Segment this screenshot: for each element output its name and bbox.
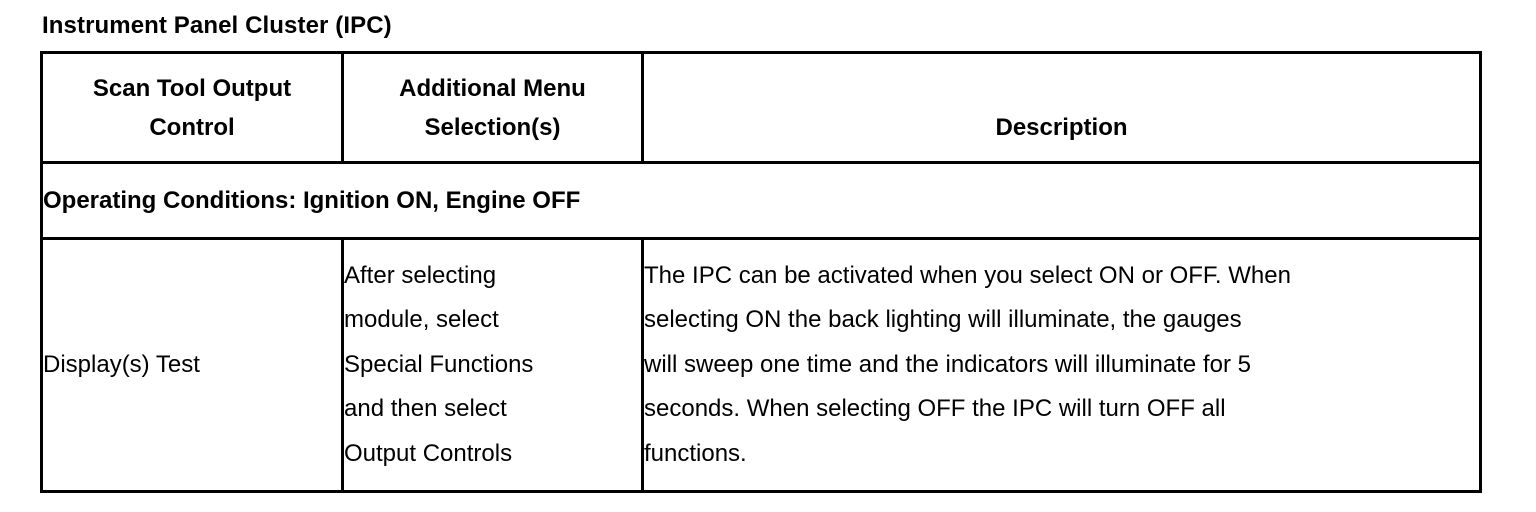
description-line: selecting ON the back lighting will illuminate, the gauges: [644, 306, 1242, 334]
header-line: Control: [149, 113, 235, 141]
operating-conditions-cell: Operating Conditions: Ignition ON, Engine OFF: [42, 163, 1481, 239]
description-line: seconds. When selecting OFF the IPC will turn OFF all: [644, 395, 1226, 423]
header-additional-menu-selections: [343, 53, 643, 163]
header-description: [643, 53, 1481, 163]
output-controls-table: [40, 51, 1482, 493]
description-line: will sweep one time and the indicators will illuminate for 5: [644, 350, 1251, 378]
menu-selection-line: After selecting: [344, 261, 497, 289]
header-line: Additional Menu: [399, 74, 586, 102]
description-cell: [643, 239, 1481, 492]
operating-conditions-row: [42, 163, 1481, 239]
output-control-cell: Display(s) Test: [42, 239, 343, 492]
menu-selection-line: module, select: [344, 306, 499, 334]
header-line: Scan Tool Output: [92, 74, 292, 102]
header-scan-tool-output-control: [42, 53, 343, 163]
description-line: functions.: [644, 439, 747, 467]
menu-selection-cell: [343, 239, 643, 492]
header-line: Description: [995, 114, 1128, 141]
header-line: Selection(s): [424, 113, 561, 141]
table-row: [42, 239, 1481, 492]
menu-selection-line: Output Controls: [344, 439, 513, 467]
document-title: Instrument Panel Cluster (IPC): [42, 12, 392, 39]
table-header-row: [42, 53, 1481, 163]
menu-selection-line: Special Functions: [344, 350, 534, 378]
menu-selection-line: and then select: [344, 395, 507, 423]
description-line: The IPC can be activated when you select ON or OFF. When: [644, 261, 1291, 289]
